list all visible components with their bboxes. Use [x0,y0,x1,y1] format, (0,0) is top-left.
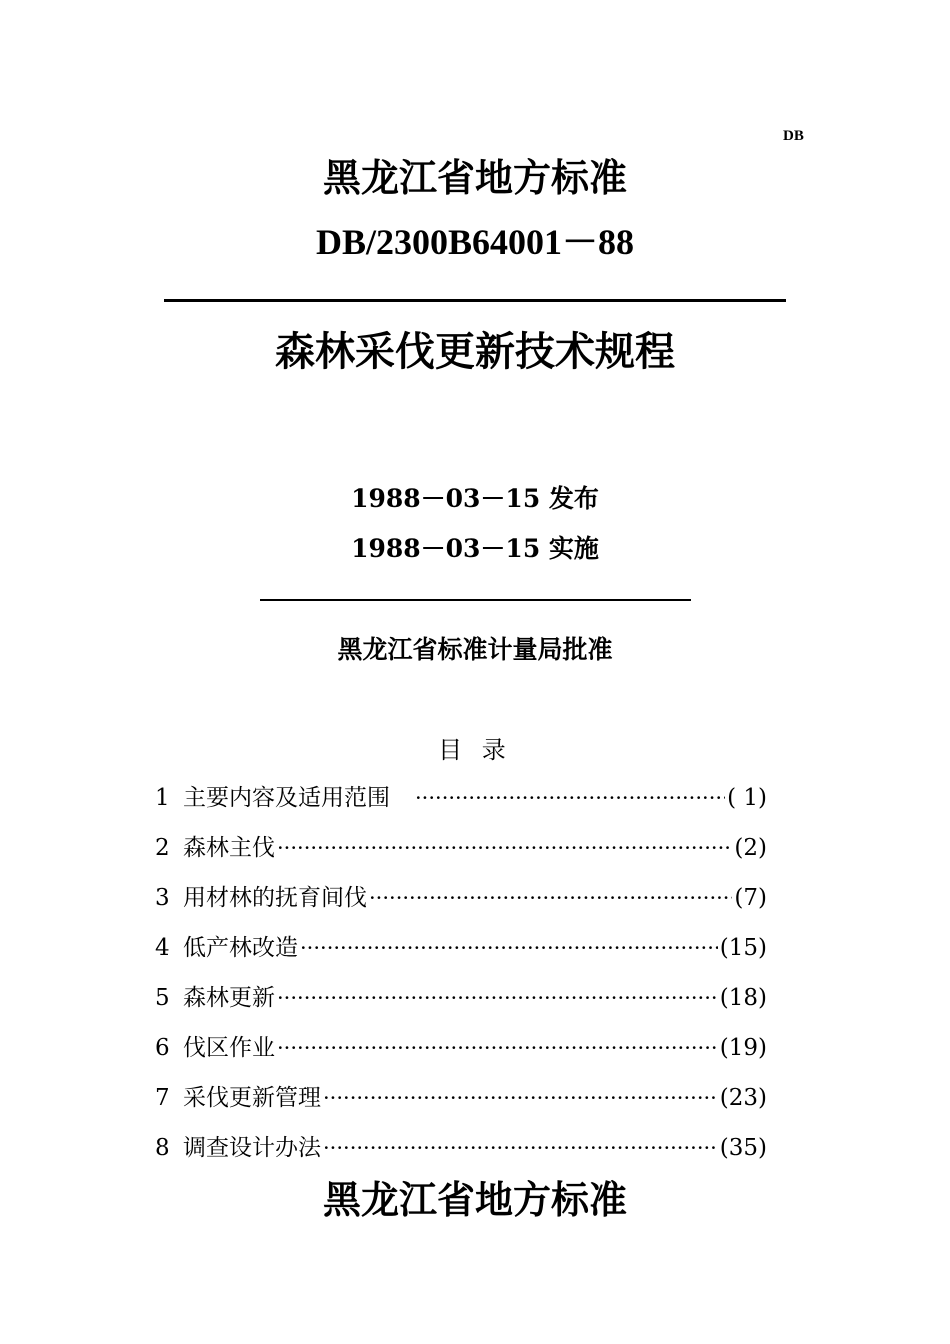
toc-page: (7) [734,885,767,911]
toc-number: 6 [155,1035,170,1061]
approver-line: 黑龙江省标准计量局批准 [337,635,613,664]
toc-entry [155,978,767,1028]
toc-page: (35) [719,1135,767,1161]
toc-number: 1 [155,785,170,811]
toc-leader [277,978,718,1018]
toc-label: 调查设计办法 [183,1135,321,1161]
toc-page: (18) [719,985,767,1011]
toc-leader [415,778,725,818]
toc-entry [155,1078,767,1128]
toc-page: (23) [719,1085,767,1111]
toc-entry [155,828,767,878]
toc-page: (2) [734,835,767,861]
toc-page: (15) [719,935,767,961]
toc-number: 2 [155,835,170,861]
standard-code: DB/2300B64001－88 [315,222,635,262]
toc-leader [323,1078,718,1118]
toc-label: 伐区作业 [183,1035,275,1061]
header-tag: DB [783,128,804,144]
toc-entry [155,778,767,828]
toc-heading: 目 录 [438,736,512,764]
toc-leader [277,828,732,868]
toc-number: 7 [155,1085,170,1111]
toc-entry [155,1128,767,1178]
issue-date: 1988－03－15 发布 [351,484,599,513]
date-divider [260,599,691,601]
toc-leader [300,928,718,968]
toc-leader [369,878,732,918]
toc-entry [155,928,767,978]
toc-label: 森林主伐 [183,835,275,861]
toc-label: 主要内容及适用范围 [183,785,413,811]
toc-leader [277,1028,718,1068]
document-issuer-title: 黑龙江省地方标准 [322,155,627,200]
toc-number: 3 [155,885,170,911]
footer-title: 黑龙江省地方标准 [322,1177,627,1222]
toc-entry [155,1028,767,1078]
toc-label: 采伐更新管理 [183,1085,321,1111]
toc-page: ( 1) [727,785,767,811]
toc-number: 4 [155,935,170,961]
toc-label: 用材林的抚育间伐 [183,885,367,911]
toc-label: 低产林改造 [183,935,298,961]
effective-date: 1988－03－15 实施 [351,534,599,563]
toc-leader [323,1128,718,1168]
toc-entry [155,878,767,928]
title-divider [164,299,786,302]
toc-number: 8 [155,1135,170,1161]
table-of-contents [155,778,767,1178]
toc-page: (19) [719,1035,767,1061]
toc-label: 森林更新 [183,985,275,1011]
document-title: 森林采伐更新技术规程 [275,328,675,375]
toc-number: 5 [155,985,170,1011]
